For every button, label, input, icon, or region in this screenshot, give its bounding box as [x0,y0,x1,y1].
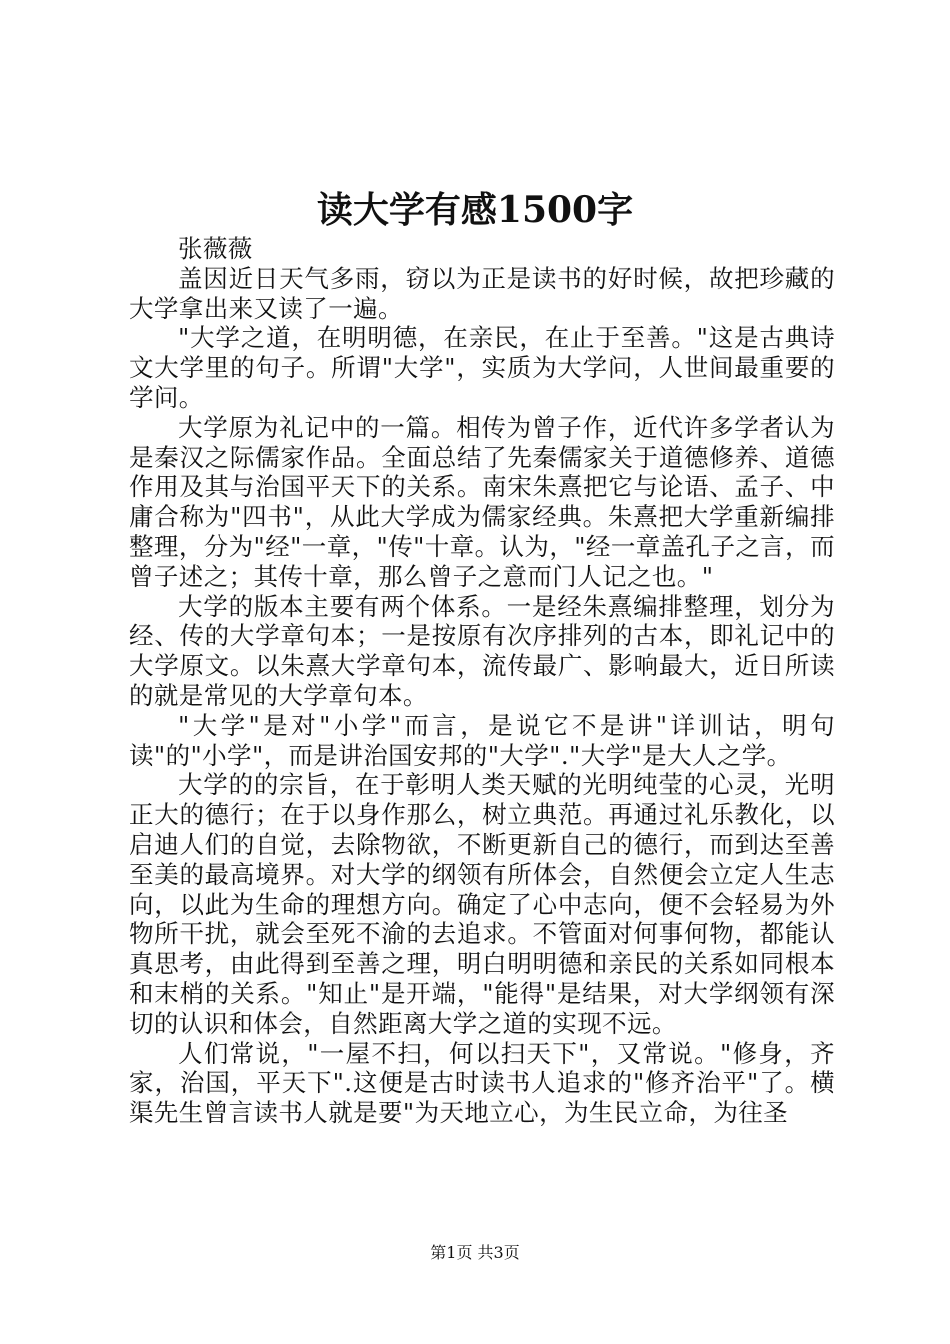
paragraph: 人们常说，"一屋不扫，何以扫天下"，又常说。"修身，齐家，治国，平天下".这便是古时读书人追求的"修齐治平"了。横渠先生曾言读书人就是要"为天地立心，为生民立命，为往圣 [129,1038,835,1128]
paragraph: 大学的的宗旨，在于彰明人类天赋的光明纯莹的心灵，光明正大的德行；在于以身作那么，树立典范。再通过礼乐教化，以启迪人们的自觉，去除物欲，不断更新自己的德行，而到达至善至美的最高境界。对大学的纲领有所体会，自然便会立定人生志向，以此为生命的理想方向。确定了心中志向，便不会轻易为外物所干扰，就会至死不渝的去追求。不管面对何事何物，都能认真思考，由此得到至善之理，明白明明德和亲民的关系如同根本和末梢的关系。"知止"是开端，"能得"是结果，对大学纲领有深切的认识和体会，自然距离大学之道的实现不远。 [129,770,835,1038]
paragraph: 大学的版本主要有两个体系。一是经朱熹编排整理，划分为经、传的大学章句本；一是按原有次序排列的古本，即礼记中的大学原文。以朱熹大学章句本，流传最广、影响最大，近日所读的就是常见的大学章句本。 [129,591,835,710]
document-title: 读大学有感1500字 [316,189,634,231]
author-line: 张薇薇 [178,234,253,263]
paragraph: "大学"是对"小学"而言，是说它不是讲"详训诂，明句读"的"小学"，而是讲治国安邦的"大学"."大学"是大人之学。 [129,710,835,770]
document-body [129,234,835,1128]
page-indicator: 第1页 共3页 [430,1243,520,1262]
paragraph: 盖因近日天气多雨，窃以为正是读书的好时候，故把珍藏的大学拿出来又读了一遍。 [129,263,835,323]
page-footer [0,1242,950,1264]
paragraph: "大学之道，在明明德，在亲民，在止于至善。"这是古典诗文大学里的句子。所谓"大学"，实质为大学问，人世间最重要的学问。 [129,323,835,412]
paragraph: 大学原为礼记中的一篇。相传为曾子作，近代许多学者认为是秦汉之际儒家作品。全面总结了先秦儒家关于道德修养、道德作用及其与治国平天下的关系。南宋朱熹把它与论语、孟子、中庸合称为"四书"，从此大学成为儒家经典。朱熹把大学重新编排整理，分为"经"一章，"传"十章。认为，"经一章盖孔子之言，而曾子述之；其传十章，那么曾子之意而门人记之也。" [129,412,835,591]
